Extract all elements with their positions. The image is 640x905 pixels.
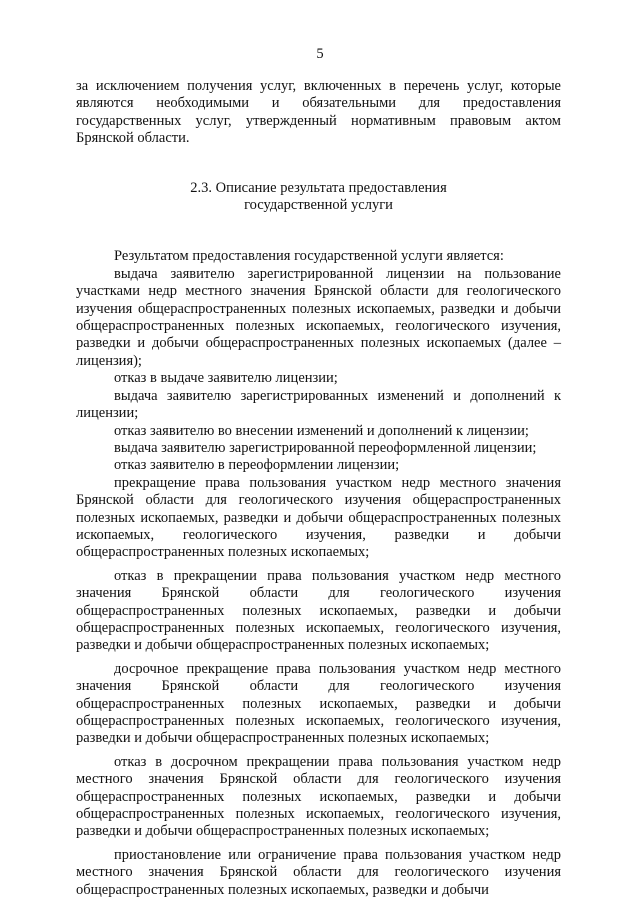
- paragraph-refuse-reissue: отказ заявителю в переоформлении лицензии;: [114, 457, 400, 474]
- paragraph-issue-license: выдача заявителю зарегистрированной лицензии на пользование участками недр местного значения Брянской области для геологического изучения общераспространенных полезных ископаемых, разведки и добычи общераспространенных полезных ископаемых, геологического изучения, разведки и добычи общераспространенных полезных ископаемых (далее – лицензия);: [76, 265, 561, 369]
- paragraph-refuse-termination: отказ в прекращении права пользования участком недр местного значения Брянской области для геологического изучения общераспространенных полезных ископаемых, разведки и добычи общераспространенных полезных ископаемых, геологического изучения, разведки и добычи общераспространенных полезных ископаемых;: [76, 567, 561, 654]
- section-heading: [76, 180, 561, 215]
- paragraph-refuse-license: отказ в выдаче заявителю лицензии;: [114, 370, 338, 387]
- paragraph-issue-reissued: выдача заявителю зарегистрированной переоформленной лицензии;: [114, 439, 537, 456]
- section-heading-line-2: государственной услуги: [244, 197, 393, 214]
- paragraph-suspension: приостановление или ограничение права пользования участком недр местного значения Брянской области для геологического изучения общераспространенных полезных ископаемых, разведки и добычи: [76, 846, 561, 898]
- paragraph-refuse-changes: отказ заявителю во внесении изменений и дополнений к лицензии;: [114, 422, 529, 439]
- document-body: [76, 78, 561, 899]
- paragraph-issue-changes: выдача заявителю зарегистрированных изменений и дополнений к лицензии;: [76, 387, 561, 422]
- paragraph-refuse-early-termination: отказ в досрочном прекращении права пользования участком недр местного значения Брянской области для геологического изучения общераспространенных полезных ископаемых, разведки и добычи общераспространенных полезных ископаемых, геологического изучения, разведки и добычи общераспространенных полезных ископаемых;: [76, 753, 561, 840]
- paragraph-result-intro: Результатом предоставления государственной услуги является:: [114, 248, 504, 265]
- section-heading-line-1: 2.3. Описание результата предоставления: [190, 179, 447, 196]
- paragraph-early-termination: досрочное прекращение права пользования участком недр местного значения Брянской области для геологического изучения общераспространенных полезных ископаемых, разведки и добычи общераспространенных полезных ископаемых, геологического изучения, разведки и добычи общераспространенных полезных ископаемых;: [76, 660, 561, 747]
- intro-paragraph: за исключением получения услуг, включенных в перечень услуг, которые являются необходимыми и обязательными для предоставления государственных услуг, утвержденный нормативным правовым актом Брянской области.: [76, 78, 561, 147]
- page-number: 5: [316, 46, 324, 62]
- paragraph-termination: прекращение права пользования участком недр местного значения Брянской области для геологического изучения общераспространенных полезных ископаемых, разведки и добычи общераспространенных полезных ископаемых, геологического изучения, разведки и добычи общераспространенных полезных ископаемых;: [76, 474, 561, 561]
